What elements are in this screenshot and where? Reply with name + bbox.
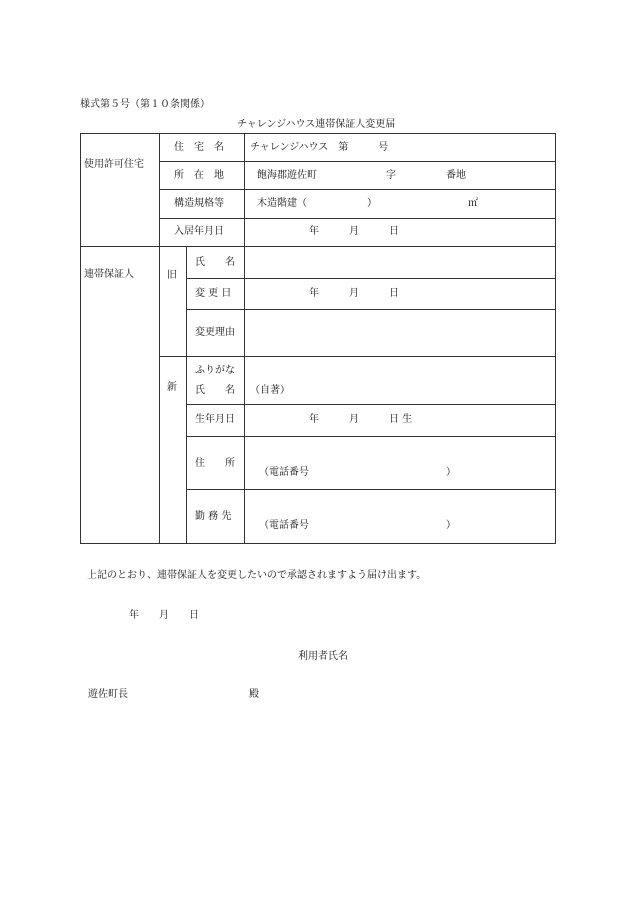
old-change-day: 日	[389, 288, 399, 299]
old-guarantor-label: 旧	[167, 270, 177, 281]
new-name-label: 氏 名	[195, 385, 235, 396]
address-label: 所 在 地	[174, 170, 224, 181]
new-address-label: 住 所	[195, 458, 235, 469]
date-year: 年	[129, 610, 139, 621]
table-line	[159, 189, 556, 190]
table-line	[159, 218, 556, 219]
form-number: 様式第５号（第１０条関係）	[80, 99, 210, 110]
form-table	[80, 133, 556, 544]
movein-year: 年	[309, 226, 319, 237]
new-address-phone: （電話番号	[259, 467, 309, 478]
old-name-label: 氏 名	[195, 257, 235, 268]
new-address-phone-close: ）	[446, 467, 456, 478]
house-name-value: チャレンジハウス 第 号	[250, 142, 389, 153]
applicant-label: 利用者氏名	[298, 651, 348, 662]
date-day: 日	[189, 610, 199, 621]
housing-section-label: 使用許可住宅	[84, 159, 144, 170]
movein-label: 入居年月日	[174, 226, 224, 237]
movein-day: 日	[389, 226, 399, 237]
address-aza: 字	[386, 170, 396, 181]
table-line	[159, 356, 556, 357]
movein-month: 月	[349, 226, 359, 237]
form-title: チャレンジハウス連帯保証人変更届	[237, 119, 396, 130]
old-change-month: 月	[349, 288, 359, 299]
date-month: 月	[159, 610, 169, 621]
structure-value: 木造階建（ ）	[257, 198, 377, 209]
new-work-label: 勤 務 先	[195, 511, 232, 522]
table-line	[186, 489, 556, 490]
new-work-phone: （電話番号	[259, 520, 309, 531]
new-guarantor-label: 新	[167, 382, 177, 393]
old-reason-label: 変更理由	[195, 327, 235, 338]
new-birth-month: 月	[349, 414, 359, 425]
table-line	[159, 161, 556, 162]
addressee-name: 遊佐町長	[88, 689, 128, 700]
new-signature-note: （自著）	[250, 385, 290, 396]
statement: 上記のとおり、連帯保証人を変更したいので承認されますよう届け出ます。	[87, 570, 427, 581]
new-birth-year: 年	[309, 414, 319, 425]
structure-unit: ㎡	[468, 198, 478, 209]
addressee-honorific: 殿	[249, 689, 259, 700]
table-line	[244, 246, 245, 544]
table-line	[186, 278, 556, 279]
old-change-year: 年	[309, 288, 319, 299]
table-line	[244, 133, 245, 246]
table-line	[159, 133, 160, 246]
guarantor-section-label: 連帯保証人	[84, 269, 134, 280]
address-value: 飽海郡遊佐町	[257, 170, 317, 181]
new-birthdate-label: 生年月日	[195, 414, 235, 425]
new-furigana-label: ふりがな	[195, 365, 235, 376]
house-name-label: 住 宅 名	[174, 142, 224, 153]
new-work-phone-close: ）	[446, 520, 456, 531]
structure-label: 構造規格等	[174, 198, 224, 209]
table-line	[186, 309, 556, 310]
table-line	[186, 246, 187, 544]
table-line	[159, 246, 160, 544]
table-line	[80, 246, 556, 247]
address-banchi: 番地	[446, 170, 466, 181]
new-birth-day: 日 生	[389, 414, 413, 425]
table-line	[186, 404, 556, 405]
old-change-date-label: 変 更 日	[195, 288, 232, 299]
table-line	[186, 436, 556, 437]
